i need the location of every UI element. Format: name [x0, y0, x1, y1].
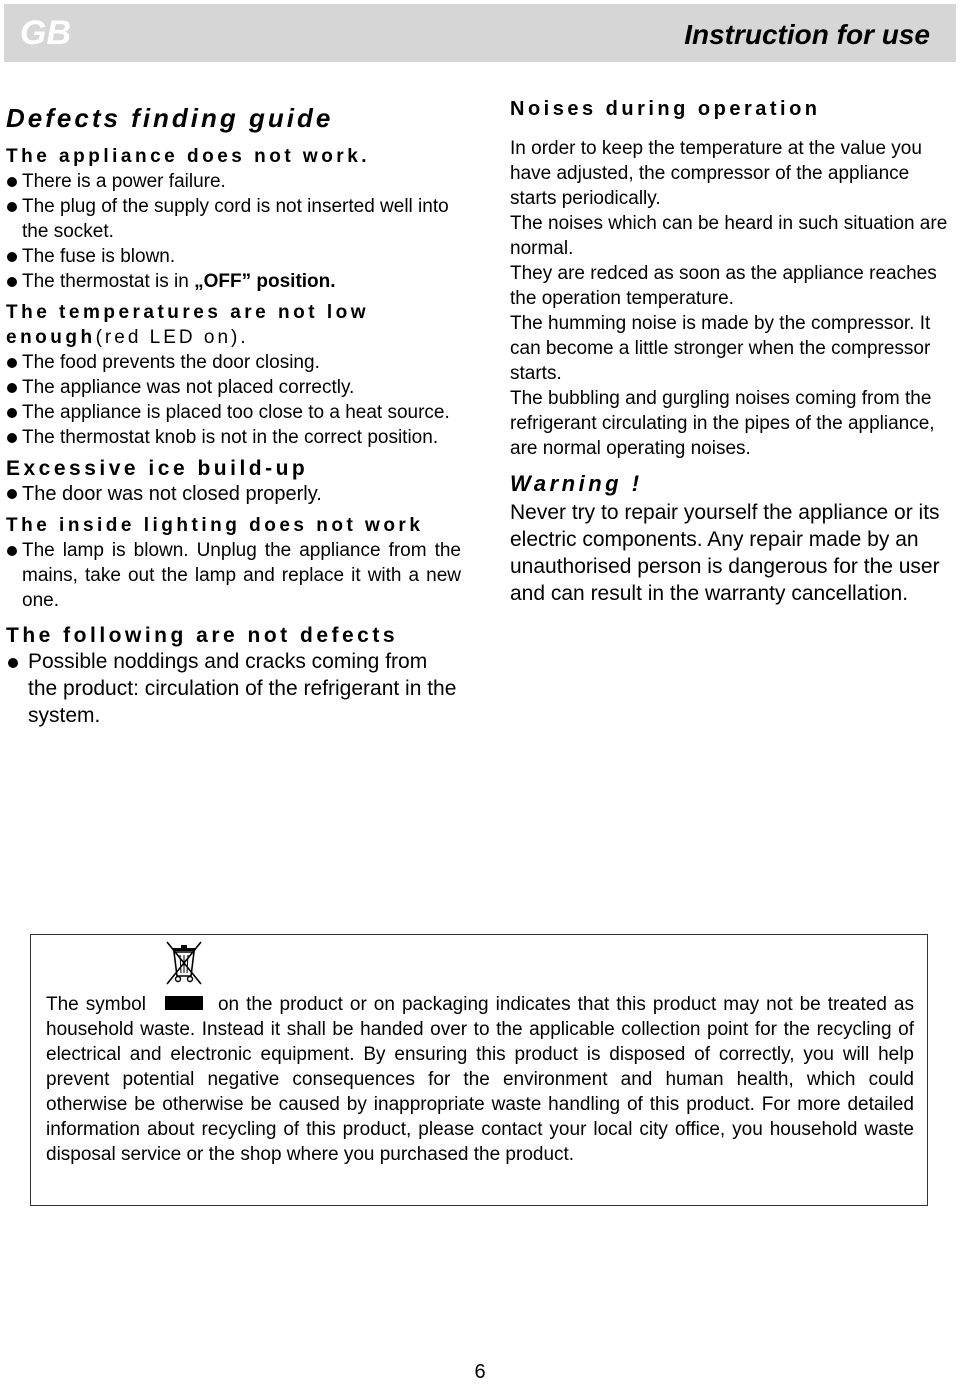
- noises-column: [510, 94, 956, 607]
- section-heading-not-defects: The following are not defects: [6, 624, 399, 647]
- header-title: Instruction for use: [684, 19, 930, 50]
- off-position-text: „OFF” position.: [194, 271, 336, 292]
- defects-title: Defects finding guide: [6, 103, 334, 133]
- defects-column: [6, 100, 461, 729]
- section-heading-temperature: [6, 300, 461, 350]
- noise-paragraph: The humming noise is made by the compressor. It can become a little stronger when the compressor starts.: [510, 313, 931, 384]
- noise-paragraph: In order to keep the temperature at the value you have adjusted, the compressor of the appliance starts periodically.: [510, 138, 922, 209]
- not-work-list: [6, 169, 461, 294]
- list-item: The fuse is blown.: [6, 244, 461, 269]
- list-item: The appliance is placed too close to a heat source.: [6, 400, 461, 425]
- ice-list: [6, 481, 461, 507]
- page-header: [4, 4, 956, 62]
- list-item: The plug of the supply cord is not inserted well into the socket.: [6, 194, 461, 244]
- list-item: The appliance was not placed correctly.: [6, 375, 461, 400]
- section-heading-not-work: The appliance does not work.: [6, 146, 371, 167]
- noise-paragraph: The bubbling and gurgling noises coming from the refrigerant circulating in the pipes of the appliance, are normal operating noises.: [510, 388, 935, 459]
- heading-bold: The temperatures are not low enough: [6, 302, 370, 348]
- list-item: [6, 269, 461, 294]
- list-item: Possible noddings and cracks coming from the product: circulation of the refrigerant in the system.: [6, 648, 461, 729]
- list-item: There is a power failure.: [6, 169, 461, 194]
- weee-notice-text: [46, 992, 914, 1167]
- heading-light: (red LED on).: [95, 327, 249, 348]
- page-number: 6: [474, 1361, 486, 1383]
- noise-paragraph: They are redced as soon as the appliance reaches the operation temperature.: [510, 263, 937, 309]
- warning-title: Warning !: [510, 471, 643, 496]
- weee-text-start: The symbol: [46, 994, 146, 1015]
- noise-paragraph: The noises which can be heard in such situation are normal.: [510, 213, 948, 259]
- list-item: The thermostat knob is not in the correct position.: [6, 425, 461, 450]
- temperature-list: [6, 350, 461, 450]
- section-heading-lighting: The inside lighting does not work: [6, 515, 424, 536]
- list-item: The door was not closed properly.: [6, 481, 461, 507]
- section-heading-ice: Excessive ice build-up: [6, 457, 309, 480]
- lighting-list: [6, 538, 461, 613]
- noises-title: Noises during operation: [510, 98, 821, 120]
- list-item-text: The thermostat is in: [22, 271, 195, 292]
- list-item: The lamp is blown. Unplug the appliance from the mains, take out the lamp and replace it with a new one.: [6, 538, 461, 613]
- list-item: The food prevents the door closing.: [6, 350, 461, 375]
- not-defects-list: [6, 648, 461, 729]
- warning-text: Never try to repair yourself the appliance or its electric components. Any repair made by an unauthorised person is dangerous for the user and can result in the warranty cancellation.: [510, 501, 940, 605]
- weee-text-rest: on the product or on packaging indicates that this product may not be treated as household waste. Instead it shall be handed over to the applicable collection point for the recycling of electrical and electronic equipment. By ensuring this product is disposed of correctly, you will help prevent potential negative consequences for the environment and human health, which could otherwise be otherwise be caused by inappropriate waste handling of this product. For more detailed information about recycling of this product, please contact your local city office, you household waste disposal service or the shop where you purchased the product.: [46, 994, 914, 1165]
- language-code: GB: [20, 14, 71, 52]
